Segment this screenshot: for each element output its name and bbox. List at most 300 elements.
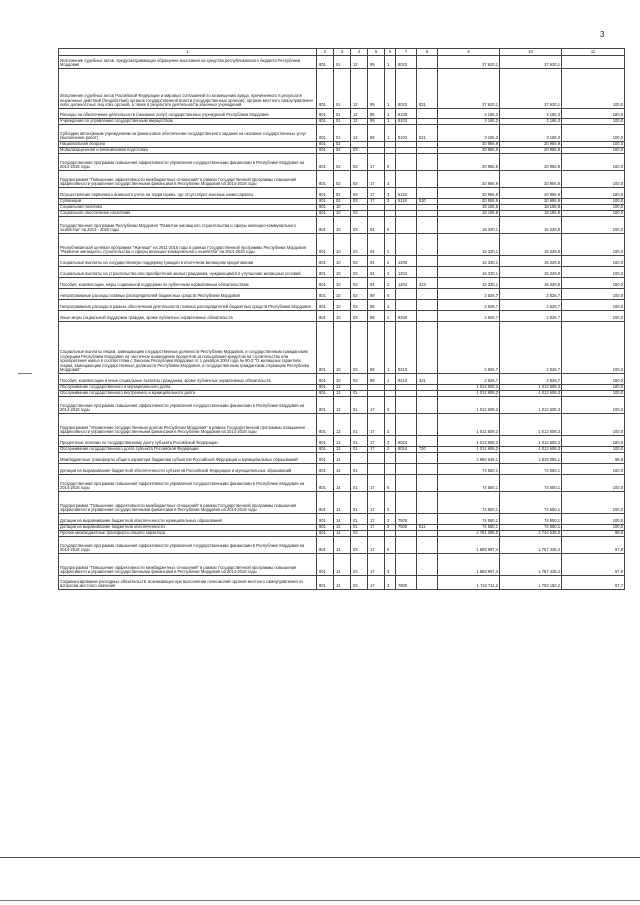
subprogram-code bbox=[385, 453, 396, 464]
program-code: 17 bbox=[368, 188, 385, 199]
program-code: 04 bbox=[368, 267, 385, 278]
column-header: 5 bbox=[368, 49, 385, 56]
section-code: 02 bbox=[334, 142, 351, 148]
type-code: 621 bbox=[417, 125, 438, 142]
type-code: 321 bbox=[417, 374, 438, 385]
subprogram-code: 1 bbox=[385, 69, 396, 109]
subprogram-code: 3 bbox=[385, 188, 396, 199]
section-code: 14 bbox=[334, 464, 351, 475]
type-code bbox=[417, 537, 438, 554]
executed-amount: 2 826,7 bbox=[500, 374, 562, 385]
line-name: Обслуживание государственного долга субъекта Российской Федерации bbox=[59, 447, 317, 453]
subsection-code: 03 bbox=[351, 537, 368, 554]
subsection-code: 03 bbox=[351, 289, 368, 300]
execution-percent: 98,8 bbox=[562, 453, 625, 464]
execution-percent: 100,0 bbox=[562, 447, 625, 453]
execution-percent: 100,0 bbox=[562, 217, 625, 234]
type-code: 831 bbox=[417, 69, 438, 109]
subsection-code: 13 bbox=[351, 125, 368, 142]
ministry-code: 801 bbox=[317, 525, 334, 531]
section-code: 10 bbox=[334, 311, 351, 322]
expense-code bbox=[396, 217, 417, 234]
subprogram-code: 1 bbox=[385, 109, 396, 119]
program-code: 17 bbox=[368, 447, 385, 453]
expense-code: 8024 bbox=[396, 447, 417, 453]
type-code: 530 bbox=[417, 199, 438, 205]
type-code bbox=[417, 576, 438, 590]
execution-percent: 100,0 bbox=[562, 188, 625, 199]
planned-amount: 20 956,9 bbox=[438, 199, 500, 205]
executed-amount: 74 550,1 bbox=[500, 464, 562, 475]
ministry-code: 801 bbox=[317, 171, 334, 188]
planned-amount: 2 826,7 bbox=[438, 289, 500, 300]
executed-amount: 18 156,8 bbox=[500, 211, 562, 217]
line-name: Государственная программа Республики Мордовия "Развитие жилищного строительства и сферы жилищно-коммунального хозяйства" на 2014 - 2020 годы bbox=[59, 217, 317, 234]
program-code: 04 bbox=[368, 234, 385, 256]
execution-percent: 100,0 bbox=[562, 125, 625, 142]
ministry-code: 801 bbox=[317, 464, 334, 475]
section-code: 13 bbox=[334, 391, 351, 397]
subsection-code: 01 bbox=[351, 391, 368, 397]
expense-code bbox=[396, 414, 417, 436]
planned-amount: 2 826,7 bbox=[438, 374, 500, 385]
ministry-code: 801 bbox=[317, 576, 334, 590]
subprogram-code: 0 bbox=[385, 217, 396, 234]
expense-code: 5118 bbox=[396, 199, 417, 205]
table-row bbox=[59, 289, 625, 300]
table-row bbox=[59, 278, 625, 289]
line-name: Дотации на выравнивание бюджетной обеспеченности bbox=[59, 525, 317, 531]
execution-percent: 100,0 bbox=[562, 256, 625, 267]
subprogram-code: 1 bbox=[385, 311, 396, 322]
type-code bbox=[417, 414, 438, 436]
subsection-code: 03 bbox=[351, 188, 368, 199]
executed-amount: 74 550,1 bbox=[500, 525, 562, 531]
program-code: 89 bbox=[368, 289, 385, 300]
section-code: 14 bbox=[334, 514, 351, 525]
ministry-code: 801 bbox=[317, 154, 334, 171]
line-name: Исполнение судебных актов, предусматривающих обращение взыскания на средства республиканского бюджета Республики Мордовия bbox=[59, 56, 317, 69]
executed-amount: 1 767 438,4 bbox=[500, 537, 562, 554]
expense-code bbox=[396, 475, 417, 492]
column-header-row bbox=[59, 49, 625, 56]
expense-code: 1204 bbox=[396, 267, 417, 278]
line-name: Дотации на выравнивание бюджетной обеспеченности муниципальных образований bbox=[59, 514, 317, 525]
table-row bbox=[59, 453, 625, 464]
executed-amount: 20 956,9 bbox=[500, 199, 562, 205]
line-name: Пособия, компенсации, меры социальной поддержки по публичным нормативным обязательствам bbox=[59, 278, 317, 289]
execution-percent: 100,0 bbox=[562, 464, 625, 475]
ministry-code: 801 bbox=[317, 300, 334, 311]
executed-amount: 15 329,8 bbox=[500, 267, 562, 278]
expense-code bbox=[396, 397, 417, 414]
column-header: 8 bbox=[417, 49, 438, 56]
expense-code: 8210 bbox=[396, 322, 417, 374]
table-row bbox=[59, 300, 625, 311]
section-code: 10 bbox=[334, 278, 351, 289]
type-code bbox=[417, 300, 438, 311]
execution-percent: 100,0 bbox=[562, 525, 625, 531]
line-name: Социальная политика bbox=[59, 205, 317, 211]
subsection-code: 03 bbox=[351, 267, 368, 278]
line-name: Социальное обеспечение населения bbox=[59, 211, 317, 217]
expense-code bbox=[396, 453, 417, 464]
program-code: 04 bbox=[368, 256, 385, 267]
line-name: Осуществление первичного воинского учета на территориях, где отсутствуют военные комиссариаты bbox=[59, 188, 317, 199]
subprogram-code: 1 bbox=[385, 119, 396, 125]
subsection-code: 03 bbox=[351, 256, 368, 267]
program-code: 17 bbox=[368, 414, 385, 436]
program-code: 89 bbox=[368, 374, 385, 385]
subprogram-code: 3 bbox=[385, 514, 396, 525]
type-code bbox=[417, 154, 438, 171]
ministry-code: 801 bbox=[317, 234, 334, 256]
program-code: 17 bbox=[368, 554, 385, 576]
table-row bbox=[59, 436, 625, 447]
subprogram-code: 1 bbox=[385, 322, 396, 374]
execution-percent: 100,0 bbox=[562, 142, 625, 148]
type-code bbox=[417, 234, 438, 256]
line-name: Субсидии автономным учреждениям на финансовое обеспечение государственного задания на оказание государственных услуг (выполнение работ) bbox=[59, 125, 317, 142]
subsection-code bbox=[351, 453, 368, 464]
line-name: Непрограммные расходы в рамках обеспечения деятельности главных распорядителей бюджетных средств Республики Мордовия bbox=[59, 300, 317, 311]
expense-code bbox=[396, 537, 417, 554]
executed-amount: 2 819 085,1 bbox=[500, 453, 562, 464]
ministry-code: 801 bbox=[317, 436, 334, 447]
line-name: Межбюджетные трансферты общего характера бюджетам субъектов Российской Федерации и муниципальных образований bbox=[59, 453, 317, 464]
subprogram-code: 0 bbox=[385, 154, 396, 171]
table-row bbox=[59, 414, 625, 436]
table-row bbox=[59, 492, 625, 514]
ministry-code: 801 bbox=[317, 211, 334, 217]
section-code: 10 bbox=[334, 211, 351, 217]
line-name: Обслуживание государственного внутреннего и муниципального долга bbox=[59, 391, 317, 397]
section-code: 10 bbox=[334, 289, 351, 300]
section-code: 13 bbox=[334, 414, 351, 436]
column-header: 1 bbox=[59, 49, 317, 56]
expense-code: 8024 bbox=[396, 436, 417, 447]
line-name: Национальная оборона bbox=[59, 142, 317, 148]
expense-code bbox=[396, 171, 417, 188]
executed-amount: 1 012 608,3 bbox=[500, 385, 562, 391]
execution-percent: 100,0 bbox=[562, 414, 625, 436]
planned-amount: 27 620,1 bbox=[438, 69, 500, 109]
planned-amount: 2 826,7 bbox=[438, 311, 500, 322]
expense-code: 5118 bbox=[396, 188, 417, 199]
type-code bbox=[417, 554, 438, 576]
executed-amount: 20 956,9 bbox=[500, 188, 562, 199]
column-header: 2 bbox=[317, 49, 334, 56]
ministry-code: 801 bbox=[317, 537, 334, 554]
expense-code: 8022 bbox=[396, 69, 417, 109]
type-code: 720 bbox=[417, 447, 438, 453]
ministry-code: 801 bbox=[317, 322, 334, 374]
line-name: Софинансирование расходных обязательств, возникающих при выполнении полномочий органов местного самоуправления по вопросам местного значения bbox=[59, 576, 317, 590]
ministry-code: 801 bbox=[317, 447, 334, 453]
executed-amount: 74 550,1 bbox=[500, 475, 562, 492]
type-code bbox=[417, 217, 438, 234]
planned-amount: 1 742 711,2 bbox=[438, 576, 500, 590]
planned-amount: 18 156,8 bbox=[438, 205, 500, 211]
subprogram-code: 0 bbox=[385, 289, 396, 300]
table-row bbox=[59, 188, 625, 199]
executed-amount: 20 956,9 bbox=[500, 171, 562, 188]
planned-amount: 20 956,9 bbox=[438, 171, 500, 188]
ministry-code: 801 bbox=[317, 109, 334, 119]
section-code: 14 bbox=[334, 475, 351, 492]
execution-percent: 100,0 bbox=[562, 205, 625, 211]
program-code: 17 bbox=[368, 576, 385, 590]
section-code: 02 bbox=[334, 188, 351, 199]
expense-code: 8102 bbox=[396, 119, 417, 125]
subprogram-code: 2 bbox=[385, 414, 396, 436]
subsection-code: 03 bbox=[351, 311, 368, 322]
section-code: 14 bbox=[334, 576, 351, 590]
expense-code bbox=[396, 154, 417, 171]
line-name: Дотации на выравнивание бюджетной обеспеченности субъектов Российской Федерации и муниципальных образований bbox=[59, 464, 317, 475]
execution-percent: 100,0 bbox=[562, 436, 625, 447]
program-code: 17 bbox=[368, 537, 385, 554]
execution-percent: 100,0 bbox=[562, 148, 625, 154]
expense-code: 8100 bbox=[396, 109, 417, 119]
executed-amount: 3 186,3 bbox=[500, 109, 562, 119]
subsection-code: 01 bbox=[351, 492, 368, 514]
line-name: Республиканская целевая программа "Жилище" на 2011-2015 годы в рамках Государственной программы Республики Мордовия "Развитие жилищного строительства и сферы жилищно-коммунального хозяйства" на 2014-2020 годы bbox=[59, 234, 317, 256]
program-code bbox=[368, 453, 385, 464]
table-row bbox=[59, 217, 625, 234]
expense-code: 7800 bbox=[396, 576, 417, 590]
table-row bbox=[59, 475, 625, 492]
execution-percent: 100,0 bbox=[562, 374, 625, 385]
page-number: 3 bbox=[600, 30, 605, 39]
type-code bbox=[417, 188, 438, 199]
planned-amount: 20 956,9 bbox=[438, 142, 500, 148]
executed-amount: 15 329,8 bbox=[500, 256, 562, 267]
planned-amount: 74 550,1 bbox=[438, 464, 500, 475]
expense-code: 1204 bbox=[396, 278, 417, 289]
type-code bbox=[417, 267, 438, 278]
table-row bbox=[59, 267, 625, 278]
line-name: Обслуживание государственного и муниципального долга bbox=[59, 385, 317, 391]
execution-percent: 100,0 bbox=[562, 119, 625, 125]
program-code: 89 bbox=[368, 311, 385, 322]
executed-amount: 20 956,9 bbox=[500, 142, 562, 148]
section-code: 10 bbox=[334, 217, 351, 234]
table-row bbox=[59, 374, 625, 385]
subsection-code: 01 bbox=[351, 464, 368, 475]
program-code: 89 bbox=[368, 300, 385, 311]
table-row bbox=[59, 125, 625, 142]
ministry-code: 801 bbox=[317, 256, 334, 267]
subprogram-code: 0 bbox=[385, 475, 396, 492]
execution-percent: 100,0 bbox=[562, 69, 625, 109]
table-row bbox=[59, 171, 625, 188]
planned-amount: 3 186,3 bbox=[438, 109, 500, 119]
executed-amount: 1 012 608,3 bbox=[500, 414, 562, 436]
line-name: Социальные выплаты на строительство или приобретение жилья гражданам, нуждающимся в улучшении жилищных условий bbox=[59, 267, 317, 278]
planned-amount: 1 808 997,4 bbox=[438, 554, 500, 576]
ministry-code: 801 bbox=[317, 475, 334, 492]
ministry-code: 801 bbox=[317, 217, 334, 234]
line-name: Подпрограмма "Управление государственным долгом Республики Мордовия" в рамках Государственной программы повышения эффективности управления государственными финансами в Республике Мордовия на 2014-2018 годы bbox=[59, 414, 317, 436]
subsection-code: 03 bbox=[351, 211, 368, 217]
section-code: 10 bbox=[334, 267, 351, 278]
executed-amount: 27 620,1 bbox=[500, 69, 562, 109]
ministry-code: 801 bbox=[317, 125, 334, 142]
planned-amount: 15 330,1 bbox=[438, 234, 500, 256]
ministry-code: 801 bbox=[317, 56, 334, 69]
section-code: 01 bbox=[334, 119, 351, 125]
section-code: 10 bbox=[334, 300, 351, 311]
table-row bbox=[59, 554, 625, 576]
planned-amount: 15 330,1 bbox=[438, 278, 500, 289]
program-code: 89 bbox=[368, 69, 385, 109]
subprogram-code: 1 bbox=[385, 374, 396, 385]
expense-code: 8210 bbox=[396, 374, 417, 385]
table-row bbox=[59, 311, 625, 322]
subprogram-code: 1 bbox=[385, 300, 396, 311]
program-code: 89 bbox=[368, 125, 385, 142]
executed-amount: 15 329,8 bbox=[500, 278, 562, 289]
subsection-code: 01 bbox=[351, 525, 368, 531]
execution-percent: 100,0 bbox=[562, 199, 625, 205]
program-code: 17 bbox=[368, 525, 385, 531]
executed-amount: 1 012 608,3 bbox=[500, 436, 562, 447]
subprogram-code: 2 bbox=[385, 278, 396, 289]
table-row bbox=[59, 537, 625, 554]
planned-amount: 1 012 608,3 bbox=[438, 414, 500, 436]
expense-code bbox=[396, 554, 417, 576]
column-header: 7 bbox=[396, 49, 417, 56]
table-row bbox=[59, 56, 625, 69]
ministry-code: 801 bbox=[317, 414, 334, 436]
subprogram-code: 1 bbox=[385, 56, 396, 69]
page-bottom-rule bbox=[0, 857, 640, 858]
type-code: 511 bbox=[417, 525, 438, 531]
subprogram-code: 2 bbox=[385, 436, 396, 447]
planned-amount: 74 550,1 bbox=[438, 525, 500, 531]
column-header: 3 bbox=[334, 49, 351, 56]
execution-percent: 100,0 bbox=[562, 514, 625, 525]
execution-percent: 100,0 bbox=[562, 267, 625, 278]
ministry-code: 801 bbox=[317, 391, 334, 397]
planned-amount: 2 856 648,1 bbox=[438, 453, 500, 464]
program-code: 17 bbox=[368, 171, 385, 188]
type-code bbox=[417, 397, 438, 414]
subsection-code: 03 bbox=[351, 531, 368, 537]
table-row bbox=[59, 322, 625, 374]
ministry-code: 801 bbox=[317, 69, 334, 109]
executed-amount: 2 826,7 bbox=[500, 300, 562, 311]
expense-code: 8022 bbox=[396, 56, 417, 69]
section-code: 14 bbox=[334, 492, 351, 514]
planned-amount: 20 956,9 bbox=[438, 154, 500, 171]
subsection-code: 03 bbox=[351, 374, 368, 385]
executed-amount: 2 826,7 bbox=[500, 322, 562, 374]
expense-code bbox=[396, 492, 417, 514]
expense-code: 7500 bbox=[396, 514, 417, 525]
type-code bbox=[417, 464, 438, 475]
section-code: 01 bbox=[334, 125, 351, 142]
execution-percent: 100,0 bbox=[562, 311, 625, 322]
executed-amount: 74 550,1 bbox=[500, 492, 562, 514]
subsection-code: 03 bbox=[351, 154, 368, 171]
subsection-code: 03 bbox=[351, 322, 368, 374]
program-code: 04 bbox=[368, 278, 385, 289]
ministry-code: 801 bbox=[317, 311, 334, 322]
executed-amount: 27 620,1 bbox=[500, 56, 562, 69]
line-name: Государственная программа повышения эффективности управления государственными финансами в Республике Мордовия на 2014-2018 годы bbox=[59, 537, 317, 554]
execution-percent: 100,0 bbox=[562, 278, 625, 289]
planned-amount: 15 330,1 bbox=[438, 267, 500, 278]
planned-amount: 3 186,3 bbox=[438, 119, 500, 125]
line-name: Непрограммные расходы главных распорядителей бюджетных средств Республики Мордовия bbox=[59, 289, 317, 300]
line-name: Государственная программа повышения эффективности управления государственными финансами в Республике Мордовия на 2014-2018 годы bbox=[59, 154, 317, 171]
margin-mark bbox=[18, 373, 32, 374]
subsection-code: 03 bbox=[351, 554, 368, 576]
type-code bbox=[417, 289, 438, 300]
line-name: Расходы на обеспечение деятельности (оказание услуг) государственных учреждений Республики Мордовия bbox=[59, 109, 317, 119]
subprogram-code: 0 bbox=[385, 537, 396, 554]
program-code: 89 bbox=[368, 56, 385, 69]
table-row bbox=[59, 397, 625, 414]
type-code bbox=[417, 475, 438, 492]
type-code bbox=[417, 311, 438, 322]
subsection-code: 13 bbox=[351, 109, 368, 119]
executed-amount: 3 186,3 bbox=[500, 119, 562, 125]
program-code: 17 bbox=[368, 199, 385, 205]
ministry-code: 801 bbox=[317, 514, 334, 525]
section-code: 14 bbox=[334, 554, 351, 576]
ministry-code: 801 bbox=[317, 554, 334, 576]
line-name: Социальные выплаты лицам, замещающим государственные должности Республики Мордовия, и государственным гражданским служащим Республики Мордовия на частичное возмещение процентов за пользование кредитом на строительство или приобретение жилья в соответствии с Законом Республики Мордовия от 1 декабря 2004 года № 90-З "О жилищных гарантиях лицам, замещающим государственные должности Республики Мордовия, и государственным гражданским служащим Республики Мордовия" bbox=[59, 322, 317, 374]
ministry-code: 801 bbox=[317, 453, 334, 464]
section-code: 01 bbox=[334, 109, 351, 119]
line-name: Процентные платежи по государственному долгу субъекта Российской Федерации bbox=[59, 436, 317, 447]
program-code: 04 bbox=[368, 217, 385, 234]
executed-amount: 15 329,8 bbox=[500, 234, 562, 256]
execution-percent: 100,0 bbox=[562, 391, 625, 397]
execution-percent: 100,0 bbox=[562, 492, 625, 514]
type-code bbox=[417, 256, 438, 267]
execution-percent: 100,0 bbox=[562, 475, 625, 492]
planned-amount: 20 956,9 bbox=[438, 188, 500, 199]
execution-percent: 98,8 bbox=[562, 531, 625, 537]
type-code bbox=[417, 322, 438, 374]
planned-amount: 2 826,7 bbox=[438, 322, 500, 374]
type-code bbox=[417, 453, 438, 464]
type-code bbox=[417, 56, 438, 69]
subsection-code: 01 bbox=[351, 447, 368, 453]
section-code: 02 bbox=[334, 148, 351, 154]
subprogram-code: 3 bbox=[385, 576, 396, 590]
ministry-code: 801 bbox=[317, 119, 334, 125]
line-name: Социальные выплаты на государственную поддержку граждан в ипотечном жилищном кредитовании bbox=[59, 256, 317, 267]
executed-amount: 2 744 535,0 bbox=[500, 531, 562, 537]
page-edge-rule bbox=[0, 900, 640, 901]
execution-percent: 100,0 bbox=[562, 397, 625, 414]
table-row bbox=[59, 234, 625, 256]
subsection-code: 01 bbox=[351, 397, 368, 414]
table-row bbox=[59, 154, 625, 171]
line-name: Прочие межбюджетные трансферты общего характера bbox=[59, 531, 317, 537]
table-row bbox=[59, 576, 625, 590]
column-header: 6 bbox=[385, 49, 396, 56]
planned-amount: 1 012 608,3 bbox=[438, 385, 500, 391]
planned-amount: 1 012 608,3 bbox=[438, 447, 500, 453]
budget-table bbox=[58, 48, 625, 590]
section-code: 14 bbox=[334, 525, 351, 531]
